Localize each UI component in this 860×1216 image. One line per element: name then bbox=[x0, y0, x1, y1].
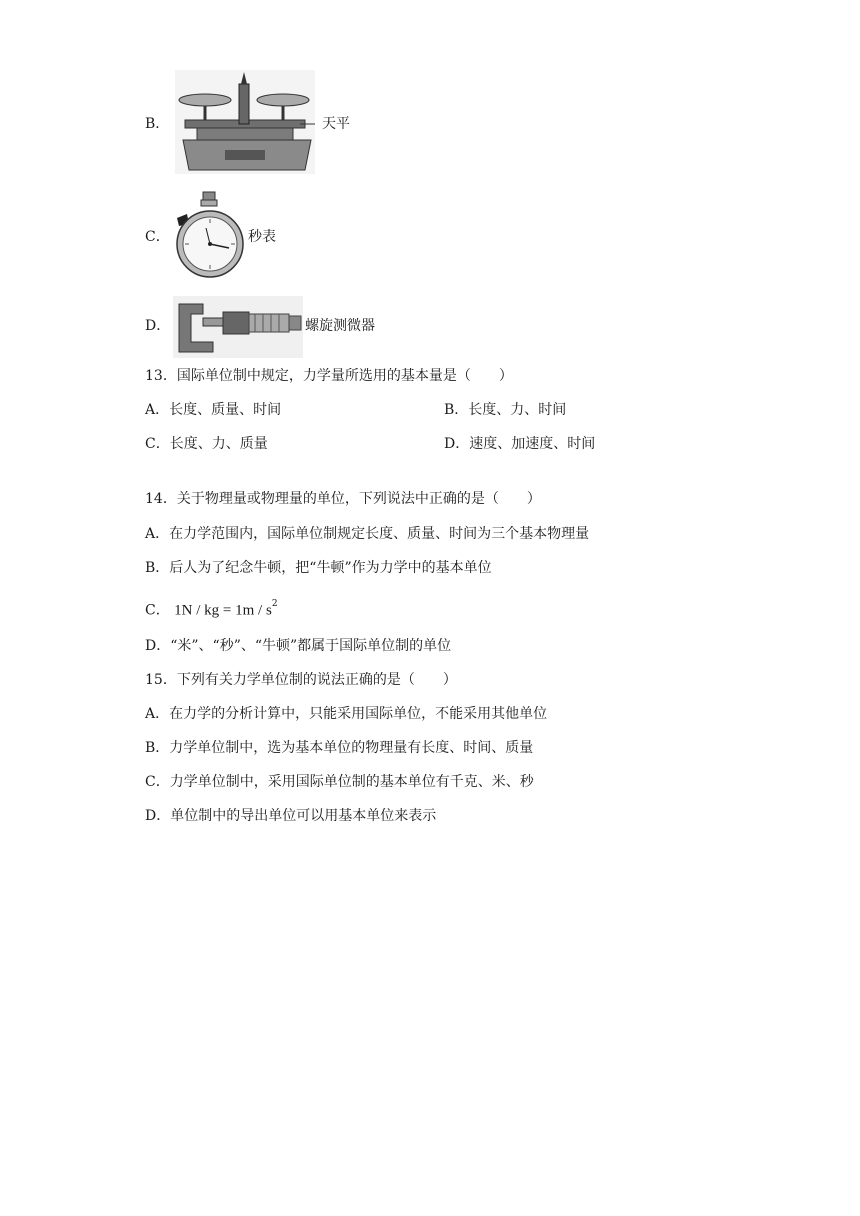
q14-option-c-formula: 1N / kg = 1m / s bbox=[174, 602, 272, 619]
q13-option-b: B．长度、力、时间 bbox=[444, 402, 567, 418]
q14-stem: 14．关于物理量或物理量的单位，下列说法中正确的是（ ） bbox=[145, 491, 541, 507]
q15-option-a: A．在力学的分析计算中，只能采用国际单位，不能采用其他单位 bbox=[145, 706, 548, 722]
q12-option-b-caption: 天平 bbox=[322, 116, 350, 132]
q13-stem: 13．国际单位制中规定，力学量所选用的基本量是（ ） bbox=[145, 368, 513, 384]
stopwatch-image bbox=[173, 190, 245, 280]
q12-option-c-caption: 秒表 bbox=[248, 229, 276, 245]
q15-stem: 15．下列有关力学单位制的说法正确的是（ ） bbox=[145, 672, 457, 688]
q14-option-d: D．“米”、“秒”、“牛顿”都属于国际单位制的单位 bbox=[145, 638, 452, 654]
q12-option-d-caption: 螺旋测微器 bbox=[305, 318, 375, 334]
q15-option-c: C．力学单位制中，采用国际单位制的基本单位有千克、米、秒 bbox=[145, 774, 534, 790]
q14-option-c-exponent: 2 bbox=[271, 599, 278, 609]
q15-option-b: B．力学单位制中，选为基本单位的物理量有长度、时间、质量 bbox=[145, 740, 534, 756]
q13-option-a: A．长度、质量、时间 bbox=[145, 402, 282, 418]
q14-option-c-letter: C． bbox=[145, 602, 170, 619]
q13-option-d: D．速度、加速度、时间 bbox=[444, 436, 596, 452]
balance-scale-image bbox=[175, 70, 315, 174]
q13-option-c: C．长度、力、质量 bbox=[145, 436, 268, 452]
q12-option-c-letter: C． bbox=[145, 229, 170, 245]
q14-option-a: A．在力学范围内，国际单位制规定长度、质量、时间为三个基本物理量 bbox=[145, 526, 590, 542]
q14-option-b: B．后人为了纪念牛顿，把“牛顿”作为力学中的基本单位 bbox=[145, 560, 492, 576]
q12-option-b-letter: B． bbox=[145, 116, 170, 132]
q15-option-d: D．单位制中的导出单位可以用基本单位来表示 bbox=[145, 808, 437, 824]
q12-option-d-letter: D． bbox=[145, 318, 171, 334]
micrometer-image bbox=[173, 296, 303, 358]
q14-option-c bbox=[145, 598, 278, 620]
